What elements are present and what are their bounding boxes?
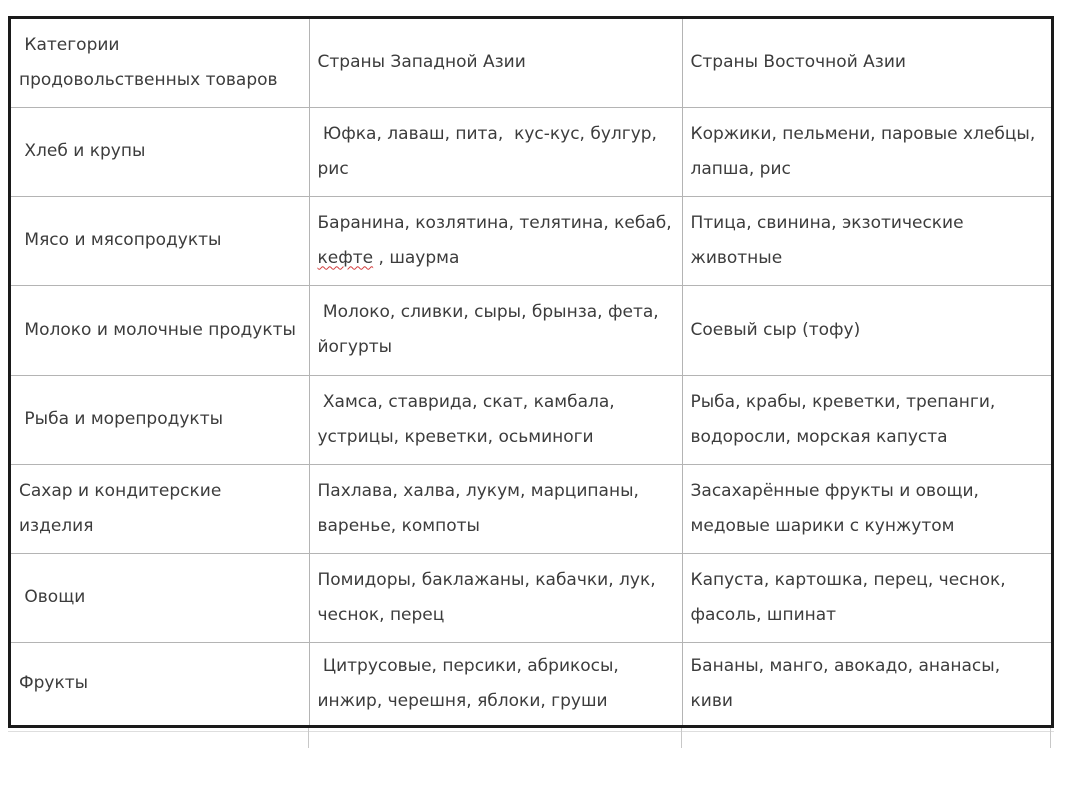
header-east-asia[interactable]: Страны Восточной Азии <box>682 19 1051 107</box>
row-meat-category[interactable]: Мясо и мясопродукты <box>11 196 309 285</box>
row-sugar-west[interactable]: Пахлава, халва, лукум, марципаны, варенье, компоты <box>309 464 682 553</box>
row-meat-west-text-start: Баранина, козлятина, телятина, кебаб, <box>317 212 678 233</box>
row-vegetables-west[interactable]: Помидоры, баклажаны, кабачки, лук, чеснок, перец <box>309 553 682 642</box>
table-row <box>11 107 1051 196</box>
row-dairy-west[interactable]: Молоко, сливки, сыры, брынза, фета, йогурты <box>309 285 682 375</box>
table-row <box>11 196 1051 285</box>
spellcheck-error-word[interactable]: кефте <box>317 247 374 268</box>
table-row <box>11 464 1051 553</box>
row-fish-east[interactable]: Рыба, крабы, креветки, трепанги, водоросли, морская капуста <box>682 375 1051 464</box>
column-divider-trail-3 <box>1050 728 1051 748</box>
row-sugar-east[interactable]: Засахарённые фрукты и овощи, медовые шарики с кунжутом <box>682 464 1051 553</box>
row-dairy-east[interactable]: Соевый сыр (тофу) <box>682 285 1051 375</box>
row-vegetables-category[interactable]: Овощи <box>11 553 309 642</box>
row-meat-west[interactable] <box>309 196 682 285</box>
food-comparison-table <box>11 19 1051 725</box>
row-vegetables-east[interactable]: Капуста, картошка, перец, чеснок, фасоль, шпинат <box>682 553 1051 642</box>
row-sugar-category[interactable]: Сахар и кондитерские изделия <box>11 464 309 553</box>
table-row <box>11 375 1051 464</box>
row-fish-west[interactable]: Хамса, ставрида, скат, камбала, устрицы, креветки, осьминоги <box>309 375 682 464</box>
table-row <box>11 553 1051 642</box>
row-meat-west-text-end: , шаурма <box>373 247 460 268</box>
row-bread-east[interactable]: Коржики, пельмени, паровые хлебцы, лапша, рис <box>682 107 1051 196</box>
table-trailing-border <box>8 731 1054 732</box>
row-fruits-category[interactable]: Фрукты <box>11 642 309 725</box>
row-bread-west[interactable]: Юфка, лаваш, пита, кус-кус, булгур, рис <box>309 107 682 196</box>
header-category[interactable]: Категории продовольственных товаров <box>11 19 309 107</box>
row-dairy-category[interactable]: Молоко и молочные продукты <box>11 285 309 375</box>
column-divider-trail-2 <box>681 728 682 748</box>
table-row <box>11 642 1051 725</box>
table-row <box>11 285 1051 375</box>
row-meat-east[interactable]: Птица, свинина, экзотические животные <box>682 196 1051 285</box>
row-fruits-west[interactable]: Цитрусовые, персики, абрикосы, инжир, черешня, яблоки, груши <box>309 642 682 725</box>
header-west-asia[interactable]: Страны Западной Азии <box>309 19 682 107</box>
food-comparison-table-frame <box>8 16 1054 728</box>
row-bread-category[interactable]: Хлеб и крупы <box>11 107 309 196</box>
column-divider-trail-1 <box>308 728 309 748</box>
row-fish-category[interactable]: Рыба и морепродукты <box>11 375 309 464</box>
row-fruits-east[interactable]: Бананы, манго, авокадо, ананасы, киви <box>682 642 1051 725</box>
table-header-row <box>11 19 1051 107</box>
